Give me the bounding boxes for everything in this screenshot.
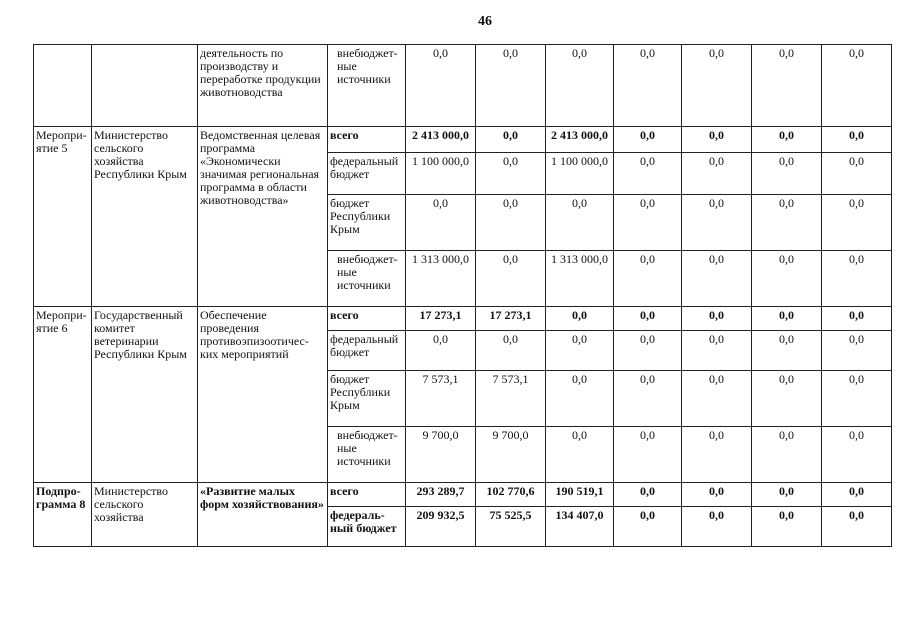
value-cell: 0,0 xyxy=(752,331,822,371)
value-cell: 1 100 000,0 xyxy=(546,153,614,195)
value-cell: 0,0 xyxy=(614,427,682,483)
value-cell: 0,0 xyxy=(822,195,892,251)
value-cell: 0,0 xyxy=(682,331,752,371)
executor-cell: Министерство сельского хозяйства Республики Крым xyxy=(92,127,198,307)
value-cell: 2 413 000,0 xyxy=(546,127,614,153)
value-cell: 17 273,1 xyxy=(406,307,476,331)
value-cell: 0,0 xyxy=(406,331,476,371)
value-cell: 0,0 xyxy=(752,251,822,307)
value-cell: 0,0 xyxy=(406,195,476,251)
value-cell: 102 770,6 xyxy=(476,483,546,507)
value-cell: 0,0 xyxy=(682,507,752,547)
name-cell: «Развитие малых форм хозяйствования» xyxy=(198,483,328,547)
value-cell: 0,0 xyxy=(406,45,476,127)
value-cell: 0,0 xyxy=(752,307,822,331)
value-cell: 0,0 xyxy=(614,251,682,307)
source-cell: федеральный бюджет xyxy=(328,331,406,371)
value-cell: 17 273,1 xyxy=(476,307,546,331)
source-cell: всего xyxy=(328,307,406,331)
value-cell: 75 525,5 xyxy=(476,507,546,547)
value-cell: 0,0 xyxy=(822,427,892,483)
value-cell: 0,0 xyxy=(752,195,822,251)
value-cell: 0,0 xyxy=(614,153,682,195)
value-cell: 0,0 xyxy=(682,371,752,427)
executor-cell: Государственный комитет ветеринарии Республики Крым xyxy=(92,307,198,483)
value-cell: 0,0 xyxy=(822,331,892,371)
value-cell: 0,0 xyxy=(614,195,682,251)
value-cell: 0,0 xyxy=(682,307,752,331)
source-cell: внебюджет-ные источники xyxy=(328,427,406,483)
value-cell: 0,0 xyxy=(752,45,822,127)
value-cell: 293 289,7 xyxy=(406,483,476,507)
value-cell: 0,0 xyxy=(822,507,892,547)
value-cell: 0,0 xyxy=(476,153,546,195)
value-cell: 0,0 xyxy=(822,127,892,153)
value-cell: 0,0 xyxy=(476,127,546,153)
code-cell: Меропри-ятие 6 xyxy=(34,307,92,483)
value-cell: 0,0 xyxy=(476,45,546,127)
value-cell: 0,0 xyxy=(476,195,546,251)
value-cell: 0,0 xyxy=(476,251,546,307)
value-cell: 0,0 xyxy=(546,45,614,127)
value-cell: 0,0 xyxy=(822,371,892,427)
value-cell: 134 407,0 xyxy=(546,507,614,547)
value-cell: 9 700,0 xyxy=(476,427,546,483)
code-cell: Меропри-ятие 5 xyxy=(34,127,92,307)
table-row xyxy=(34,307,892,331)
value-cell: 0,0 xyxy=(614,507,682,547)
value-cell: 0,0 xyxy=(752,427,822,483)
value-cell: 0,0 xyxy=(546,427,614,483)
value-cell: 0,0 xyxy=(546,307,614,331)
value-cell: 0,0 xyxy=(614,127,682,153)
value-cell: 0,0 xyxy=(822,45,892,127)
value-cell: 0,0 xyxy=(752,483,822,507)
value-cell: 190 519,1 xyxy=(546,483,614,507)
code-cell: Подпро-грамма 8 xyxy=(34,483,92,547)
value-cell: 0,0 xyxy=(546,195,614,251)
table-row xyxy=(34,45,892,127)
value-cell: 0,0 xyxy=(546,331,614,371)
value-cell: 0,0 xyxy=(752,153,822,195)
value-cell: 0,0 xyxy=(752,371,822,427)
value-cell: 0,0 xyxy=(614,331,682,371)
value-cell: 9 700,0 xyxy=(406,427,476,483)
value-cell: 7 573,1 xyxy=(476,371,546,427)
source-cell: федеральный бюджет xyxy=(328,153,406,195)
page-number: 46 xyxy=(478,14,492,29)
name-cell: деятельность по производству и переработке продукции животноводства xyxy=(198,45,328,127)
value-cell: 0,0 xyxy=(682,127,752,153)
value-cell: 0,0 xyxy=(682,483,752,507)
value-cell: 0,0 xyxy=(614,371,682,427)
source-cell: федераль-ный бюджет xyxy=(328,507,406,547)
value-cell: 0,0 xyxy=(752,507,822,547)
value-cell: 7 573,1 xyxy=(406,371,476,427)
table-row xyxy=(34,483,892,507)
name-cell: Обеспечение проведения противоэпизоотичес-ких мероприятий xyxy=(198,307,328,483)
value-cell: 1 100 000,0 xyxy=(406,153,476,195)
value-cell: 209 932,5 xyxy=(406,507,476,547)
source-cell: внебюджет-ные источники xyxy=(328,45,406,127)
value-cell: 0,0 xyxy=(822,251,892,307)
code-cell xyxy=(34,45,92,127)
executor-cell: Министерство сельского хозяйства xyxy=(92,483,198,547)
source-cell: бюджет Республики Крым xyxy=(328,195,406,251)
name-cell: Ведомственная целевая программа «Экономически значимая региональная программа в области животноводства» xyxy=(198,127,328,307)
table-row xyxy=(34,127,892,153)
source-cell: внебюджет-ные источники xyxy=(328,251,406,307)
value-cell: 0,0 xyxy=(476,331,546,371)
value-cell: 2 413 000,0 xyxy=(406,127,476,153)
value-cell: 1 313 000,0 xyxy=(406,251,476,307)
value-cell: 0,0 xyxy=(682,195,752,251)
value-cell: 0,0 xyxy=(682,251,752,307)
value-cell: 0,0 xyxy=(822,307,892,331)
value-cell: 0,0 xyxy=(682,427,752,483)
value-cell: 0,0 xyxy=(822,483,892,507)
value-cell: 0,0 xyxy=(682,45,752,127)
value-cell: 0,0 xyxy=(614,483,682,507)
value-cell: 0,0 xyxy=(822,153,892,195)
value-cell: 0,0 xyxy=(682,153,752,195)
value-cell: 0,0 xyxy=(752,127,822,153)
source-cell: всего xyxy=(328,483,406,507)
value-cell: 0,0 xyxy=(614,45,682,127)
value-cell: 0,0 xyxy=(614,307,682,331)
source-cell: всего xyxy=(328,127,406,153)
value-cell: 0,0 xyxy=(546,371,614,427)
source-cell: бюджет Республики Крым xyxy=(328,371,406,427)
executor-cell xyxy=(92,45,198,127)
budget-table xyxy=(33,44,892,547)
value-cell: 1 313 000,0 xyxy=(546,251,614,307)
